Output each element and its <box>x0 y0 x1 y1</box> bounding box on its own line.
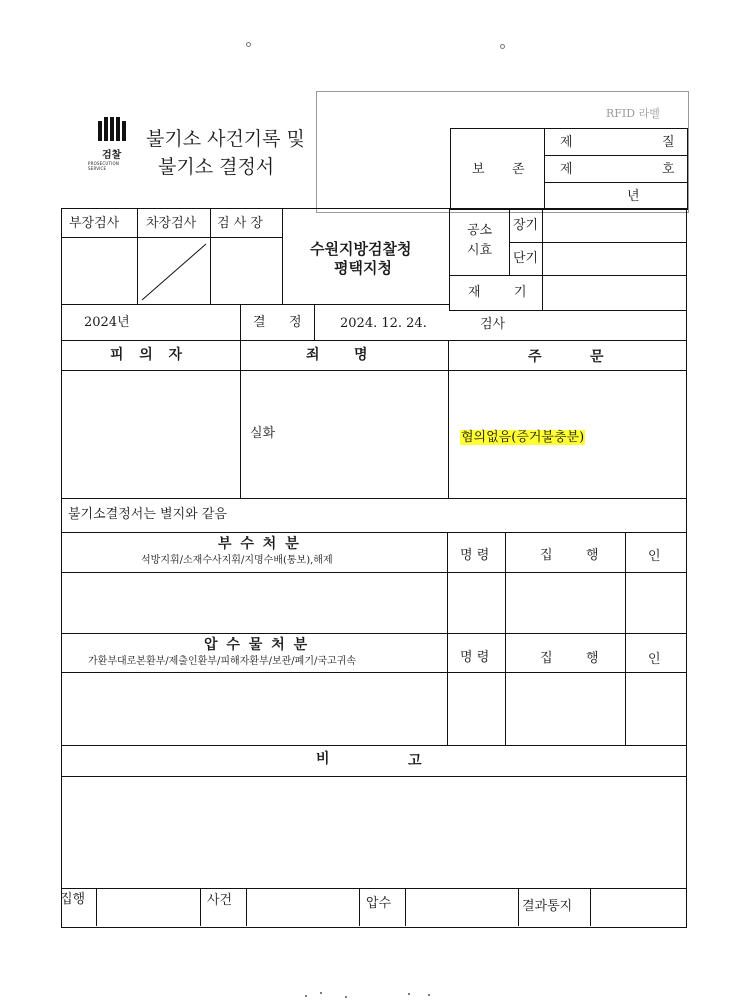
column-ruling-b: 문 <box>590 349 606 365</box>
scan-speck <box>320 992 322 994</box>
seized-exec-a: 집 <box>540 651 553 666</box>
approval-chajang: 차장검사 <box>146 216 197 231</box>
prosecution-logo <box>86 117 134 171</box>
incidental-exec-b: 행 <box>586 548 599 563</box>
incidental-order: 명 령 <box>460 548 490 563</box>
seized-exec-b: 행 <box>586 651 599 666</box>
preservation-row2-je: 제 <box>560 162 573 177</box>
footer-seizure: 압수 <box>366 896 392 911</box>
incidental-exec-a: 집 <box>540 548 553 563</box>
preservation-row1-je: 제 <box>560 135 573 150</box>
column-crime-a: 죄 <box>306 347 322 363</box>
incidental-seal: 인 <box>648 549 661 564</box>
incidental-sub: 석방지휘/소재수사지휘/지명수배(통보),해제 <box>141 555 333 566</box>
decision-date: 2024. 12. 24. <box>340 316 427 331</box>
footer-case: 사건 <box>207 893 233 908</box>
scan-speck <box>345 996 347 998</box>
preservation-row3-suffix: 년 <box>627 189 640 204</box>
decision-label-a: 결 <box>253 315 266 330</box>
scan-speck <box>408 993 410 995</box>
seized-sub: 가환부대로본환부/제출인환부/피해자환부/보관/폐기/국고귀속 <box>88 656 357 667</box>
limitation-label1: 공소 <box>467 223 493 238</box>
limitation-restart-b: 기 <box>514 285 527 300</box>
logo-word: 검찰 <box>102 150 122 161</box>
case-crime: 실화 <box>250 426 276 441</box>
office-line1: 수원지방검찰청 <box>310 240 412 258</box>
approval-slash <box>138 238 210 304</box>
seized-title: 압 수 물 처 분 <box>204 637 310 653</box>
approval-geomsajang: 검 사 장 <box>217 216 263 231</box>
remarks-b: 고 <box>408 753 424 769</box>
scan-speck <box>500 44 505 49</box>
logo-bars-icon <box>86 117 134 141</box>
rfid-label: RFID 라벨 <box>606 107 660 120</box>
decision-label-b: 정 <box>289 315 302 330</box>
column-ruling-a: 주 <box>528 349 544 365</box>
scan-speck <box>305 995 307 997</box>
footer-result: 결과통지 <box>522 899 573 914</box>
case-ruling-highlight <box>460 426 585 446</box>
decision-prosecutor: 검사 <box>480 317 506 332</box>
limitation-short: 단기 <box>513 251 539 266</box>
preservation-row1-suffix: 질 <box>662 135 675 150</box>
incidental-title: 부 수 처 분 <box>218 536 301 552</box>
scan-speck <box>428 994 430 996</box>
column-suspect: 피 의 자 <box>110 347 185 363</box>
footer-exec: 집행 <box>60 892 86 907</box>
limitation-restart-a: 재 <box>468 285 481 300</box>
seized-seal: 인 <box>648 652 661 667</box>
approval-buja: 부장검사 <box>69 216 120 231</box>
limitation-label2: 시효 <box>467 243 493 258</box>
decision-statement: 불기소결정서는 별지와 같음 <box>68 507 227 522</box>
remarks-a: 비 <box>316 751 332 767</box>
limitation-long: 장기 <box>513 218 539 233</box>
form-title-line2: 불기소 결정서 <box>158 156 275 178</box>
case-ruling: 혐의없음(증거불충분) <box>461 430 585 445</box>
logo-subtitle: PROSECUTION SERVICE <box>88 161 120 171</box>
column-crime-b: 명 <box>354 347 370 363</box>
preservation-row2-suffix: 호 <box>662 162 675 177</box>
scan-speck <box>246 42 251 47</box>
preservation-label-bo: 보 <box>472 162 485 177</box>
preservation-label-jon: 존 <box>512 162 525 177</box>
office-line2: 평택지청 <box>334 259 392 277</box>
decision-year: 2024년 <box>84 315 130 330</box>
seized-order: 명 령 <box>460 650 490 665</box>
form-title-line1: 불기소 사건기록 및 <box>146 128 305 150</box>
